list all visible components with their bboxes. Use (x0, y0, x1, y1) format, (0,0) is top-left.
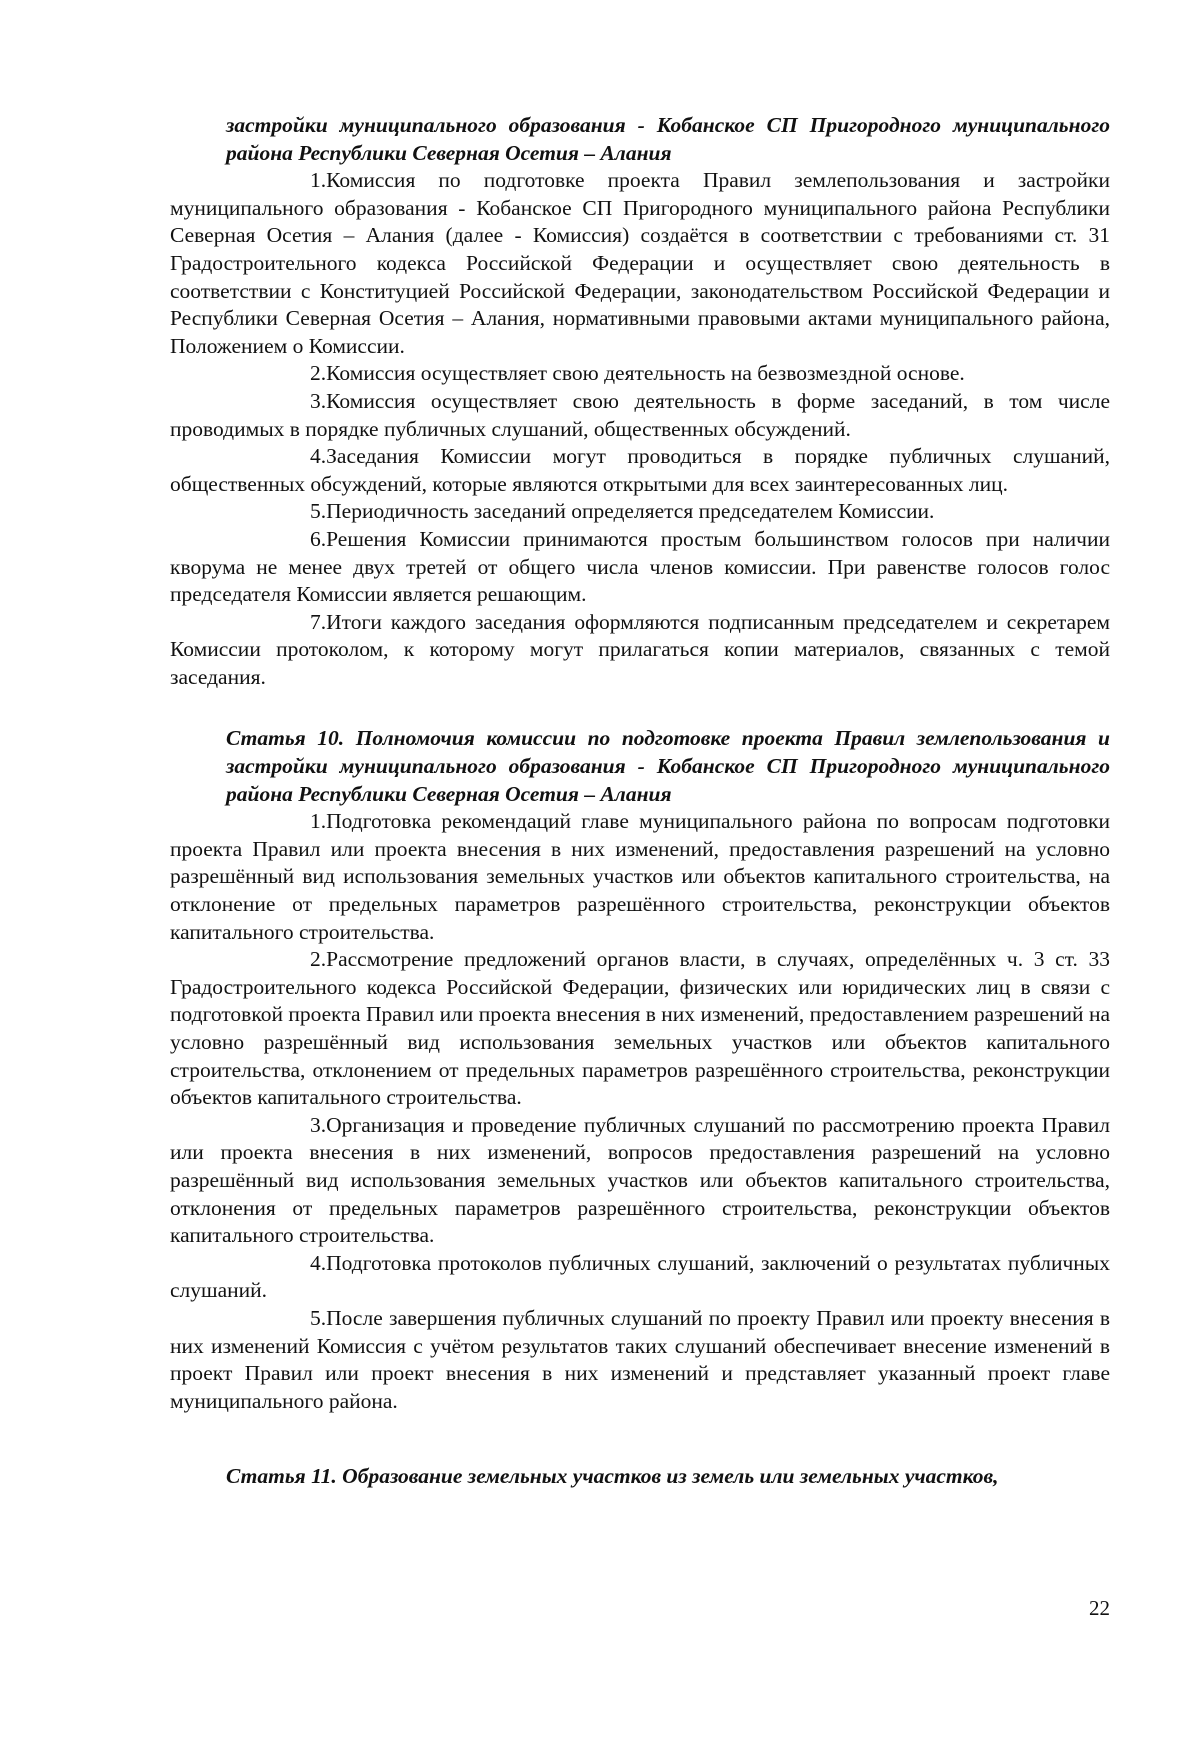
spacer (170, 1415, 1110, 1463)
article-11-heading: Статья 11. Образование земельных участков из земель или земельных участков, (226, 1464, 999, 1489)
section-9-list (170, 167, 1110, 691)
list-item (170, 498, 1110, 526)
item-text: Комиссия осуществляет свою деятельность в форме заседаний, в том числе проводимых в порядке публичных слушаний, общественных обсуждений. (170, 388, 1110, 441)
item-text: После завершения публичных слушаний по проекту Правил или проекту внесения в них изменений Комиссия с учётом результатов таких слушаний обеспечивает внесение изменений в проект Правил или проект внесения в них изменений и представляет указанный проект главе муниципального района. (170, 1305, 1110, 1413)
article-10-list (170, 808, 1110, 1415)
list-item (170, 1305, 1110, 1415)
item-number: 4. (310, 1250, 327, 1275)
item-number: 5. (310, 499, 327, 524)
item-text: Заседания Комиссии могут проводиться в порядке публичных слушаний, общественных обсуждений, которые являются открытыми для всех заинтересованных лиц. (170, 444, 1110, 496)
item-number: 3. (310, 388, 327, 413)
list-item (170, 946, 1110, 1112)
item-number: 6. (310, 526, 327, 551)
list-item (170, 1112, 1110, 1250)
item-number: 3. (310, 1112, 327, 1137)
item-text: Периодичность заседаний определяется председателем Комиссии. (326, 499, 935, 524)
list-item (170, 526, 1110, 609)
item-text: Комиссия осуществляет свою деятельность на безвозмездной основе. (326, 361, 965, 386)
article-10-heading: Статья 10. Полномочия комиссии по подготовке проекта Правил землепользования и застройки муниципального образования - Кобанское СП Пригородного муниципального района Республики Северная Осетия – Алания (226, 726, 1110, 806)
page-number: 22 (1089, 1596, 1110, 1620)
list-item (170, 167, 1110, 360)
item-text: Организация и проведение публичных слушаний по рассмотрению проекта Правил или проекта внесения в них изменений, вопросов предоставления разрешений на условно разрешённый вид использования земельных участков или объектов капитального строительства, отклонения от предельных параметров разрешённого строительства, реконструкции объектов капитального строительства. (170, 1112, 1110, 1248)
item-number: 2. (310, 947, 327, 972)
section-heading-continued: застройки муниципального образования - Кобанское СП Пригородного муниципального района Республики Северная Осетия – Алания (226, 113, 1110, 165)
item-number: 7. (310, 609, 327, 634)
item-number: 2. (310, 361, 327, 386)
item-number: 1. (310, 809, 327, 834)
list-item (170, 1250, 1110, 1305)
item-number: 5. (310, 1305, 327, 1330)
list-item (170, 360, 1110, 388)
item-text: Подготовка рекомендаций главе муниципального района по вопросам подготовки проекта Правил или проекта внесения в них изменений, предоставления разрешений на условно разрешённый вид использования земельных участков или объектов капитального строительства, на отклонение от предельных параметров разрешённого строительства, реконструкции объектов капитального строительства. (170, 809, 1110, 944)
item-text: Рассмотрение предложений органов власти, в случаях, определённых ч. 3 ст. 33 Градостроительного кодекса Российской Федерации, физических или юридических лиц в связи с подготовкой проекта Правил или проекта внесения в них изменений, предоставлением разрешений на условно разрешённый вид использования земельных участков или объектов капитального строительства, отклонением от предельных параметров разрешённого строительства, реконструкции объектов капитального строительства. (170, 947, 1110, 1110)
item-text: Решения Комиссии принимаются простым большинством голосов при наличии кворума не менее двух третей от общего числа членов комиссии. При равенстве голосов голос председателя Комиссии является решающим. (170, 526, 1110, 607)
list-item (170, 443, 1110, 498)
list-item (170, 388, 1110, 443)
item-number: 4. (310, 444, 327, 469)
item-text: Комиссия по подготовке проекта Правил землепользования и застройки муниципального образования - Кобанское СП Пригородного муниципального района Республики Северная Осетия – Алания (далее - Комиссия) создаётся в соответствии с требованиями ст. 31 Градостроительного кодекса Российской Федерации и осуществляет свою деятельность в соответствии с Конституцией Российской Федерации, законодательством Российской Федерации и Республики Северная Осетия – Алания, нормативными правовыми актами муниципального района, Положением о Комиссии. (170, 168, 1110, 358)
item-text: Подготовка протоколов публичных слушаний, заключений о результатах публичных слушаний. (170, 1250, 1110, 1303)
list-item (170, 808, 1110, 946)
item-number: 1. (310, 168, 327, 193)
spacer (170, 691, 1110, 725)
document-page (170, 112, 1110, 1491)
list-item (170, 609, 1110, 692)
item-text: Итоги каждого заседания оформляются подписанным председателем и секретарем Комиссии протоколом, к которому могут прилагаться копии материалов, связанных с темой заседания. (170, 609, 1110, 689)
